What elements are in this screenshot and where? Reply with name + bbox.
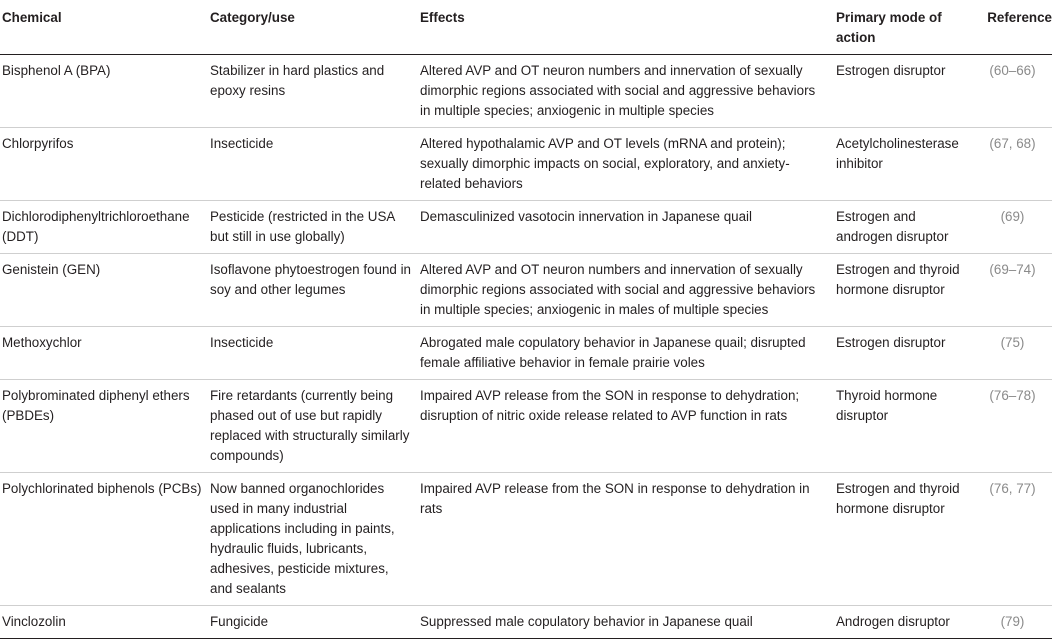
cell-effects: Demasculinized vasotocin innervation in Japanese quail	[418, 201, 834, 254]
cell-mode-of-action: Acetylcholinesterase inhibitor	[834, 128, 971, 201]
cell-chemical: Chlorpyrifos	[0, 128, 208, 201]
header-chemical: Chemical	[0, 0, 208, 55]
cell-reference: (76, 77)	[971, 473, 1052, 606]
table-row	[0, 473, 1052, 606]
cell-mode-of-action: Estrogen disruptor	[834, 55, 971, 128]
cell-chemical: Dichlorodiphenyltrichloroethane (DDT)	[0, 201, 208, 254]
cell-mode-of-action: Estrogen disruptor	[834, 327, 971, 380]
cell-category-use: Stabilizer in hard plastics and epoxy resins	[208, 55, 418, 128]
header-effects: Effects	[418, 0, 834, 55]
cell-chemical: Genistein (GEN)	[0, 254, 208, 327]
table-row	[0, 201, 1052, 254]
cell-chemical: Methoxychlor	[0, 327, 208, 380]
header-row	[0, 0, 1052, 55]
header-reference: Reference	[971, 0, 1052, 55]
cell-mode-of-action: Estrogen and thyroid hormone disruptor	[834, 254, 971, 327]
table-row	[0, 128, 1052, 201]
cell-effects: Altered AVP and OT neuron numbers and innervation of sexually dimorphic regions associated with social and aggressive behaviors in multiple species; anxiogenic in males of multiple species	[418, 254, 834, 327]
cell-mode-of-action: Estrogen and androgen disruptor	[834, 201, 971, 254]
cell-chemical: Vinclozolin	[0, 606, 208, 639]
cell-chemical: Bisphenol A (BPA)	[0, 55, 208, 128]
table-row	[0, 606, 1052, 639]
cell-effects: Abrogated male copulatory behavior in Japanese quail; disrupted female affiliative behavior in female prairie voles	[418, 327, 834, 380]
cell-effects: Suppressed male copulatory behavior in Japanese quail	[418, 606, 834, 639]
header-category-use: Category/use	[208, 0, 418, 55]
table-row	[0, 380, 1052, 473]
header-primary-mode-of-action: Primary mode of action	[834, 0, 971, 55]
cell-mode-of-action: Androgen disruptor	[834, 606, 971, 639]
table-row	[0, 55, 1052, 128]
cell-reference: (76–78)	[971, 380, 1052, 473]
cell-mode-of-action: Estrogen and thyroid hormone disruptor	[834, 473, 971, 606]
cell-reference: (69)	[971, 201, 1052, 254]
cell-reference: (67, 68)	[971, 128, 1052, 201]
cell-category-use: Pesticide (restricted in the USA but still in use globally)	[208, 201, 418, 254]
cell-category-use: Fire retardants (currently being phased out of use but rapidly replaced with structurally similarly compounds)	[208, 380, 418, 473]
cell-reference: (75)	[971, 327, 1052, 380]
cell-category-use: Isoflavone phytoestrogen found in soy and other legumes	[208, 254, 418, 327]
cell-category-use: Insecticide	[208, 327, 418, 380]
cell-reference: (60–66)	[971, 55, 1052, 128]
table-row	[0, 254, 1052, 327]
cell-chemical: Polybrominated diphenyl ethers (PBDEs)	[0, 380, 208, 473]
cell-effects: Altered AVP and OT neuron numbers and innervation of sexually dimorphic regions associated with social and aggressive behaviors in multiple species; anxiogenic in multiple species	[418, 55, 834, 128]
cell-mode-of-action: Thyroid hormone disruptor	[834, 380, 971, 473]
cell-category-use: Insecticide	[208, 128, 418, 201]
cell-category-use: Fungicide	[208, 606, 418, 639]
table-row	[0, 327, 1052, 380]
cell-effects: Impaired AVP release from the SON in response to dehydration in rats	[418, 473, 834, 606]
cell-chemical: Polychlorinated biphenols (PCBs)	[0, 473, 208, 606]
cell-reference: (69–74)	[971, 254, 1052, 327]
cell-category-use: Now banned organochlorides used in many industrial applications including in paints, hydraulic fluids, lubricants, adhesives, pesticide mixtures, and sealants	[208, 473, 418, 606]
cell-reference: (79)	[971, 606, 1052, 639]
cell-effects: Impaired AVP release from the SON in response to dehydration; disruption of nitric oxide release related to AVP function in rats	[418, 380, 834, 473]
cell-effects: Altered hypothalamic AVP and OT levels (mRNA and protein); sexually dimorphic impacts on social, exploratory, and anxiety-related behaviors	[418, 128, 834, 201]
